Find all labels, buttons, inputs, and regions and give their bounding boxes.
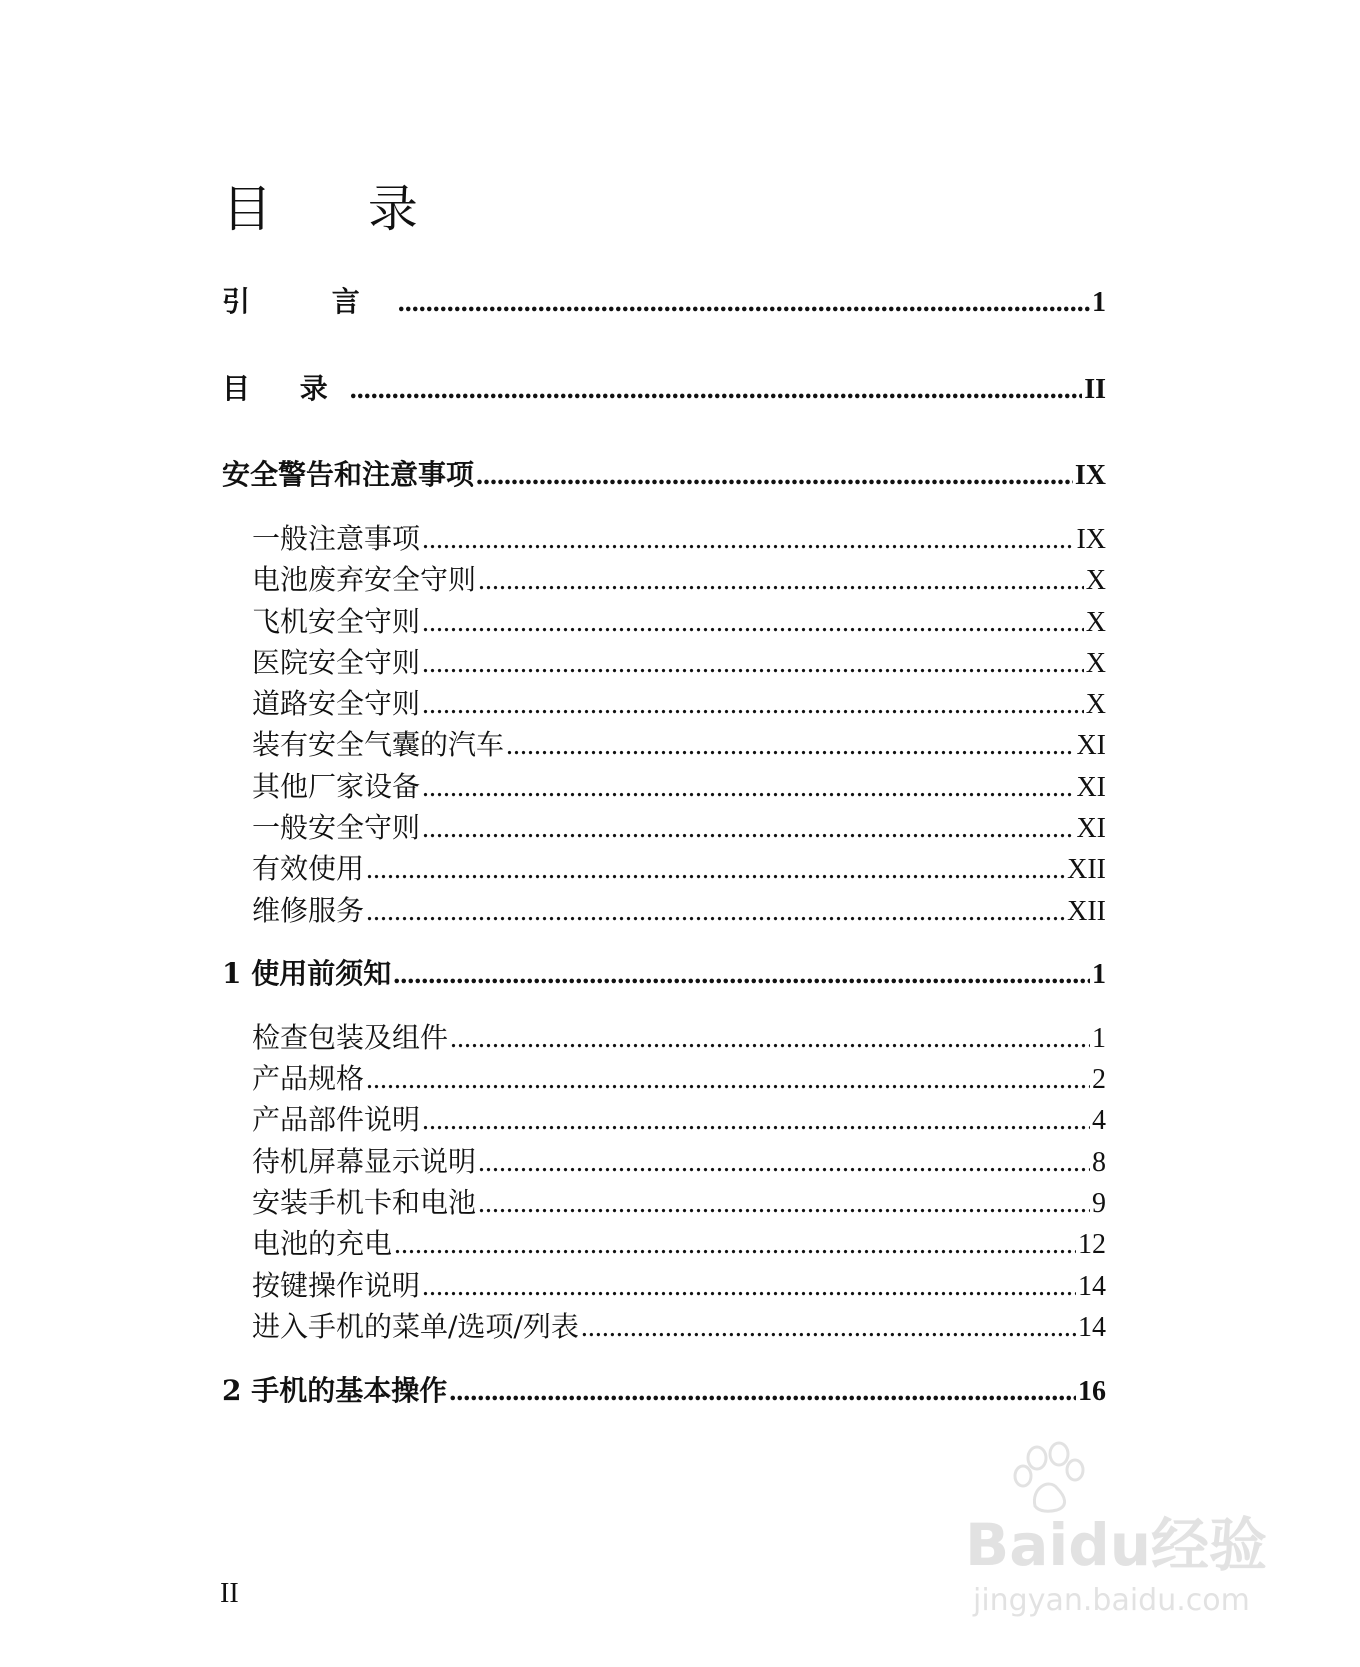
leader-dots <box>422 774 1074 802</box>
toc-subentry[interactable] <box>252 1186 1106 1219</box>
toc-subentry[interactable] <box>252 1227 1106 1260</box>
toc-entry-page: IX <box>1074 460 1106 491</box>
toc-subentry-page: XI <box>1076 730 1106 761</box>
toc-entry-label: 1 使用前须知 <box>222 957 392 990</box>
toc-subentry-page: XII <box>1067 896 1106 927</box>
toc-entry-label: 引 言 <box>222 285 396 318</box>
leader-dots <box>581 1314 1076 1342</box>
footer-page-number: II <box>220 1578 239 1609</box>
table-of-contents <box>222 0 1106 1667</box>
leader-dots <box>366 1066 1090 1094</box>
leader-dots <box>478 1149 1090 1177</box>
leader-dots <box>422 691 1084 719</box>
toc-subentry[interactable] <box>252 1062 1106 1095</box>
paw-icon <box>965 1440 1085 1520</box>
leader-dots <box>449 1378 1076 1406</box>
toc-subentry-page: XI <box>1076 772 1106 803</box>
toc-entry-label: 目 录 <box>222 372 348 405</box>
toc-subentry-label: 飞机安全守则 <box>252 605 421 638</box>
toc-subentry[interactable] <box>252 1103 1106 1136</box>
toc-entry-page: II <box>1084 374 1106 405</box>
leader-dots <box>450 1025 1090 1053</box>
toc-subentry-page: XI <box>1076 813 1106 844</box>
toc-subentry-page: 9 <box>1092 1188 1106 1219</box>
toc-subentry[interactable] <box>252 1269 1106 1302</box>
toc-subentry-label: 一般注意事项 <box>252 522 421 555</box>
toc-subentry[interactable] <box>252 687 1106 720</box>
toc-entry-chapter2[interactable] <box>222 1374 1106 1407</box>
toc-subentry[interactable] <box>252 522 1106 555</box>
toc-subentry-label: 装有安全气囊的汽车 <box>252 728 505 761</box>
toc-subentry-page: 14 <box>1078 1312 1106 1343</box>
toc-subentry-page: XII <box>1067 854 1106 885</box>
toc-subentry-page: 8 <box>1092 1147 1106 1178</box>
toc-entry-contents[interactable] <box>222 372 1106 405</box>
toc-subentry-page: 4 <box>1092 1105 1106 1136</box>
toc-subentry-label: 待机屏幕显示说明 <box>252 1145 477 1178</box>
leader-dots <box>366 898 1065 926</box>
leader-dots <box>506 732 1074 760</box>
leader-dots <box>398 289 1090 317</box>
toc-subentry[interactable] <box>252 1021 1106 1054</box>
watermark-url: jingyan.baidu.com <box>973 1583 1250 1618</box>
watermark-brand: Baidu经验 <box>965 1511 1268 1579</box>
toc-subentry[interactable] <box>252 1310 1106 1343</box>
leader-dots <box>366 856 1065 884</box>
toc-entry-intro[interactable] <box>222 285 1106 318</box>
toc-subentry-page: X <box>1085 607 1106 638</box>
toc-subentry-label: 安装手机卡和电池 <box>252 1186 477 1219</box>
leader-dots <box>422 1107 1090 1135</box>
toc-subentry[interactable] <box>252 1145 1106 1178</box>
toc-subentry-page: 12 <box>1078 1229 1106 1260</box>
toc-subentry-label: 有效使用 <box>252 852 365 885</box>
toc-subentry-page: X <box>1085 648 1106 679</box>
leader-dots <box>478 1190 1090 1218</box>
toc-subentry-label: 电池的充电 <box>252 1227 393 1260</box>
toc-entry-page: 16 <box>1078 1376 1106 1407</box>
leader-dots <box>394 1231 1076 1259</box>
toc-subentry-label: 检查包装及组件 <box>252 1021 449 1054</box>
toc-subentry-page: 2 <box>1092 1064 1106 1095</box>
leader-dots <box>422 526 1074 554</box>
toc-subentry-label: 按键操作说明 <box>252 1269 421 1302</box>
toc-subentry-label: 维修服务 <box>252 894 365 927</box>
toc-subentry-label: 医院安全守则 <box>252 646 421 679</box>
toc-subentry-label: 道路安全守则 <box>252 687 421 720</box>
toc-entry-page: 1 <box>1092 287 1106 318</box>
leader-dots <box>422 1273 1076 1301</box>
toc-subentry-label: 产品规格 <box>252 1062 365 1095</box>
toc-subentry-page: 14 <box>1078 1271 1106 1302</box>
toc-subentry-page: 1 <box>1092 1023 1106 1054</box>
toc-entry-label: 2 手机的基本操作 <box>222 1374 448 1407</box>
toc-entry-chapter1[interactable] <box>222 957 1106 990</box>
toc-subentry-label: 其他厂家设备 <box>252 770 421 803</box>
leader-dots <box>422 815 1074 843</box>
toc-subentry[interactable] <box>252 852 1106 885</box>
toc-subentry[interactable] <box>252 605 1106 638</box>
toc-subentry-page: X <box>1085 689 1106 720</box>
leader-dots <box>393 961 1090 989</box>
toc-subentry[interactable] <box>252 811 1106 844</box>
toc-subentry[interactable] <box>252 728 1106 761</box>
toc-subentry[interactable] <box>252 563 1106 596</box>
leader-dots <box>422 650 1084 678</box>
leader-dots <box>422 609 1084 637</box>
toc-entry-label: 安全警告和注意事项 <box>222 458 475 491</box>
baidu-watermark <box>965 1440 1285 1620</box>
toc-subentry[interactable] <box>252 770 1106 803</box>
toc-subentry-page: IX <box>1076 524 1106 555</box>
toc-subentry-label: 电池废弃安全守则 <box>252 563 477 596</box>
leader-dots <box>350 376 1082 404</box>
toc-subentry-label: 进入手机的菜单/选项/列表 <box>252 1310 579 1343</box>
toc-subentry-label: 一般安全守则 <box>252 811 421 844</box>
toc-entry-page: 1 <box>1092 959 1106 990</box>
toc-subentry[interactable] <box>252 894 1106 927</box>
toc-entry-safety[interactable] <box>222 458 1106 491</box>
toc-subentry-page: X <box>1085 565 1106 596</box>
leader-dots <box>478 567 1084 595</box>
page-title: 目 录 <box>222 180 458 238</box>
leader-dots <box>476 462 1073 490</box>
toc-subentry-label: 产品部件说明 <box>252 1103 421 1136</box>
toc-subentry[interactable] <box>252 646 1106 679</box>
